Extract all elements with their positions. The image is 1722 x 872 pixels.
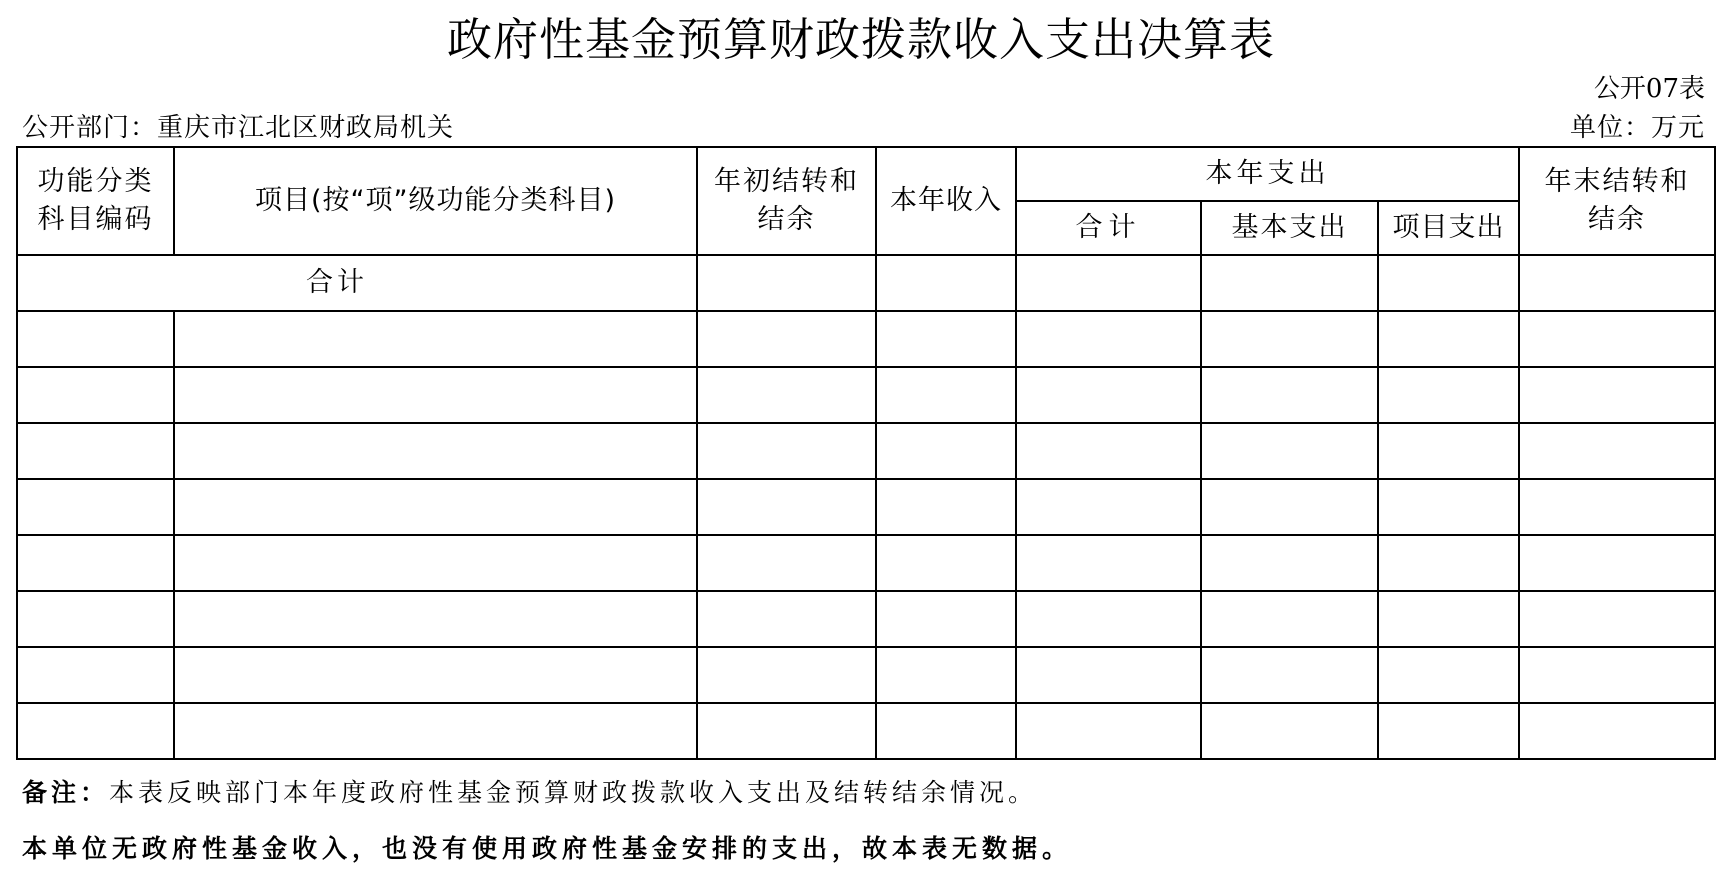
form-number: 公开07表 [1593, 74, 1705, 104]
note-label: 备注： [22, 778, 110, 807]
table-cell [1016, 311, 1201, 367]
table-cell [1201, 647, 1378, 703]
table-cell [17, 367, 174, 423]
table-cell [876, 367, 1016, 423]
total-end-balance [1519, 255, 1715, 311]
table-row [17, 367, 1715, 423]
table-cell [1016, 535, 1201, 591]
table-cell [1378, 703, 1519, 759]
header-end-balance: 年末结转和结余 [1519, 147, 1715, 255]
total-expense-project [1378, 255, 1519, 311]
total-begin-balance [697, 255, 876, 311]
table-cell [1016, 479, 1201, 535]
table-cell [876, 647, 1016, 703]
table-cell [1201, 703, 1378, 759]
table-cell [1519, 647, 1715, 703]
header-expense-project: 项目支出 [1378, 201, 1519, 255]
table-row [17, 591, 1715, 647]
table-cell [1378, 535, 1519, 591]
table-cell [697, 311, 876, 367]
table-cell [697, 647, 876, 703]
table-cell [174, 647, 697, 703]
table-cell [1519, 311, 1715, 367]
table-row [17, 535, 1715, 591]
header-income: 本年收入 [876, 147, 1016, 255]
table-cell [1016, 423, 1201, 479]
table-cell [17, 311, 174, 367]
table-cell [17, 647, 174, 703]
header-code: 功能分类科目编码 [17, 147, 174, 255]
table-cell [1378, 367, 1519, 423]
note-line-2: 本单位无政府性基金收入，也没有使用政府性基金安排的支出，故本表无数据。 [22, 834, 1073, 863]
table-cell [1201, 535, 1378, 591]
table-cell [697, 479, 876, 535]
note-text: 本表反映部门本年度政府性基金预算财政拨款收入支出及结转结余情况。 [109, 778, 1038, 807]
total-expense-basic [1201, 255, 1378, 311]
total-income [876, 255, 1016, 311]
header-expense-basic: 基本支出 [1201, 201, 1378, 255]
table-row [17, 479, 1715, 535]
table-cell [1378, 647, 1519, 703]
table-cell [17, 591, 174, 647]
page-title: 政府性基金预算财政拨款收入支出决算表 [446, 13, 1275, 66]
table-cell [174, 591, 697, 647]
table-cell [697, 703, 876, 759]
header-item: 项目(按“项”级功能分类科目) [174, 147, 697, 255]
table-cell [17, 535, 174, 591]
budget-table [16, 146, 1716, 760]
table-row [17, 703, 1715, 759]
table-cell [174, 535, 697, 591]
table-cell [1519, 535, 1715, 591]
total-expense-total [1016, 255, 1201, 311]
table-cell [876, 591, 1016, 647]
table-cell [876, 535, 1016, 591]
table-cell [697, 423, 876, 479]
department-label: 公开部门：重庆市江北区财政局机关 [22, 113, 455, 143]
table-cell [876, 479, 1016, 535]
table-cell [1519, 591, 1715, 647]
table-cell [1519, 703, 1715, 759]
table-row [17, 311, 1715, 367]
note-line-1 [22, 776, 1037, 810]
table-cell [1378, 423, 1519, 479]
table-cell [1201, 591, 1378, 647]
table-cell [174, 703, 697, 759]
table-row [17, 423, 1715, 479]
table-cell [1016, 367, 1201, 423]
table-cell [876, 423, 1016, 479]
table-cell [174, 423, 697, 479]
table-cell [876, 311, 1016, 367]
table-cell [174, 311, 697, 367]
table-cell [1201, 423, 1378, 479]
table-cell [1378, 591, 1519, 647]
table-cell [17, 479, 174, 535]
table-cell [1378, 479, 1519, 535]
table-cell [1016, 591, 1201, 647]
table-cell [1016, 703, 1201, 759]
table-cell [1378, 311, 1519, 367]
table-cell [174, 479, 697, 535]
table-cell [697, 367, 876, 423]
table-cell [1201, 479, 1378, 535]
total-label: 合计 [17, 255, 697, 311]
table-cell [1519, 479, 1715, 535]
table-cell [876, 703, 1016, 759]
header-expense: 本年支出 [1016, 147, 1519, 201]
table-cell [1519, 367, 1715, 423]
header-begin-balance: 年初结转和结余 [697, 147, 876, 255]
table-cell [1201, 367, 1378, 423]
table-cell [1016, 647, 1201, 703]
table-cell [17, 703, 174, 759]
unit-label: 单位：万元 [1569, 113, 1705, 143]
table-cell [174, 367, 697, 423]
table-cell [697, 591, 876, 647]
table-row [17, 647, 1715, 703]
table-cell [1519, 423, 1715, 479]
table-cell [697, 535, 876, 591]
table-cell [1201, 311, 1378, 367]
total-row [17, 255, 1715, 311]
table-cell [17, 423, 174, 479]
header-expense-total: 合计 [1016, 201, 1201, 255]
